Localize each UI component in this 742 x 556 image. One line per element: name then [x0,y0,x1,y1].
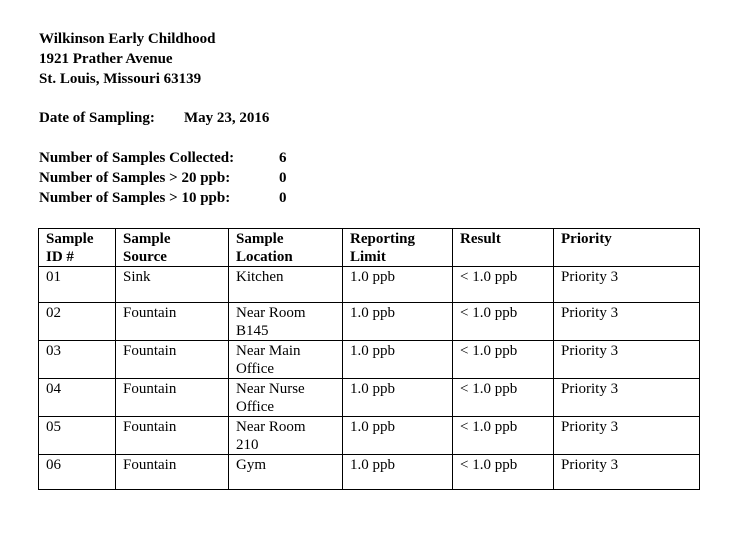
cell-reporting-limit: 1.0 ppb [343,267,453,303]
facility-city-state-zip: St. Louis, Missouri 63139 [39,71,202,87]
table-row [39,417,700,455]
cell-location: Gym [229,455,343,490]
header-sample-location: Sample Location [229,229,343,267]
cell-priority: Priority 3 [554,455,700,490]
table-header-row [39,229,700,267]
cell-priority: Priority 3 [554,341,700,379]
cell-sample-id: 04 [39,379,116,417]
stat-row-collected [39,148,299,168]
header-priority: Priority [554,229,700,267]
cell-source: Fountain [116,341,229,379]
table-row [39,267,700,303]
cell-source: Fountain [116,379,229,417]
facility-name: Wilkinson Early Childhood [39,31,216,47]
cell-location: Kitchen [229,267,343,303]
cell-sample-id: 02 [39,303,116,341]
cell-location: Near Main Office [229,341,343,379]
stat-value: 6 [279,150,287,166]
cell-reporting-limit: 1.0 ppb [343,379,453,417]
facility-header [39,29,215,89]
cell-priority: Priority 3 [554,303,700,341]
table-row [39,455,700,490]
stat-label: Number of Samples > 10 ppb: [39,190,231,206]
cell-location: Near Room 210 [229,417,343,455]
stat-label: Number of Samples > 20 ppb: [39,170,231,186]
samples-table [38,228,700,490]
cell-sample-id: 05 [39,417,116,455]
header-reporting-limit: Reporting Limit [343,229,453,267]
sampling-date-value: May 23, 2016 [184,110,270,126]
cell-source: Fountain [116,303,229,341]
stat-value: 0 [279,190,287,206]
cell-sample-id: 03 [39,341,116,379]
stat-value: 0 [279,170,287,186]
cell-sample-id: 01 [39,267,116,303]
header-sample-id: Sample ID # [39,229,116,267]
cell-sample-id: 06 [39,455,116,490]
facility-street: 1921 Prather Avenue [39,51,173,67]
sampling-date-label: Date of Sampling: [39,110,155,126]
cell-result: < 1.0 ppb [453,267,554,303]
cell-source: Fountain [116,417,229,455]
cell-result: < 1.0 ppb [453,455,554,490]
cell-reporting-limit: 1.0 ppb [343,341,453,379]
header-sample-source: Sample Source [116,229,229,267]
sample-stats [39,148,299,208]
table-row [39,303,700,341]
cell-priority: Priority 3 [554,267,700,303]
table-row [39,341,700,379]
cell-reporting-limit: 1.0 ppb [343,455,453,490]
cell-priority: Priority 3 [554,417,700,455]
stat-row-over-10 [39,188,299,208]
cell-location: Near Nurse Office [229,379,343,417]
table-row [39,379,700,417]
stat-row-over-20 [39,168,299,188]
header-result: Result [453,229,554,267]
stat-label: Number of Samples Collected: [39,150,235,166]
cell-source: Fountain [116,455,229,490]
cell-result: < 1.0 ppb [453,417,554,455]
cell-result: < 1.0 ppb [453,341,554,379]
cell-priority: Priority 3 [554,379,700,417]
cell-source: Sink [116,267,229,303]
cell-result: < 1.0 ppb [453,303,554,341]
sampling-date-row [39,108,270,128]
cell-reporting-limit: 1.0 ppb [343,417,453,455]
cell-result: < 1.0 ppb [453,379,554,417]
cell-location: Near Room B145 [229,303,343,341]
cell-reporting-limit: 1.0 ppb [343,303,453,341]
